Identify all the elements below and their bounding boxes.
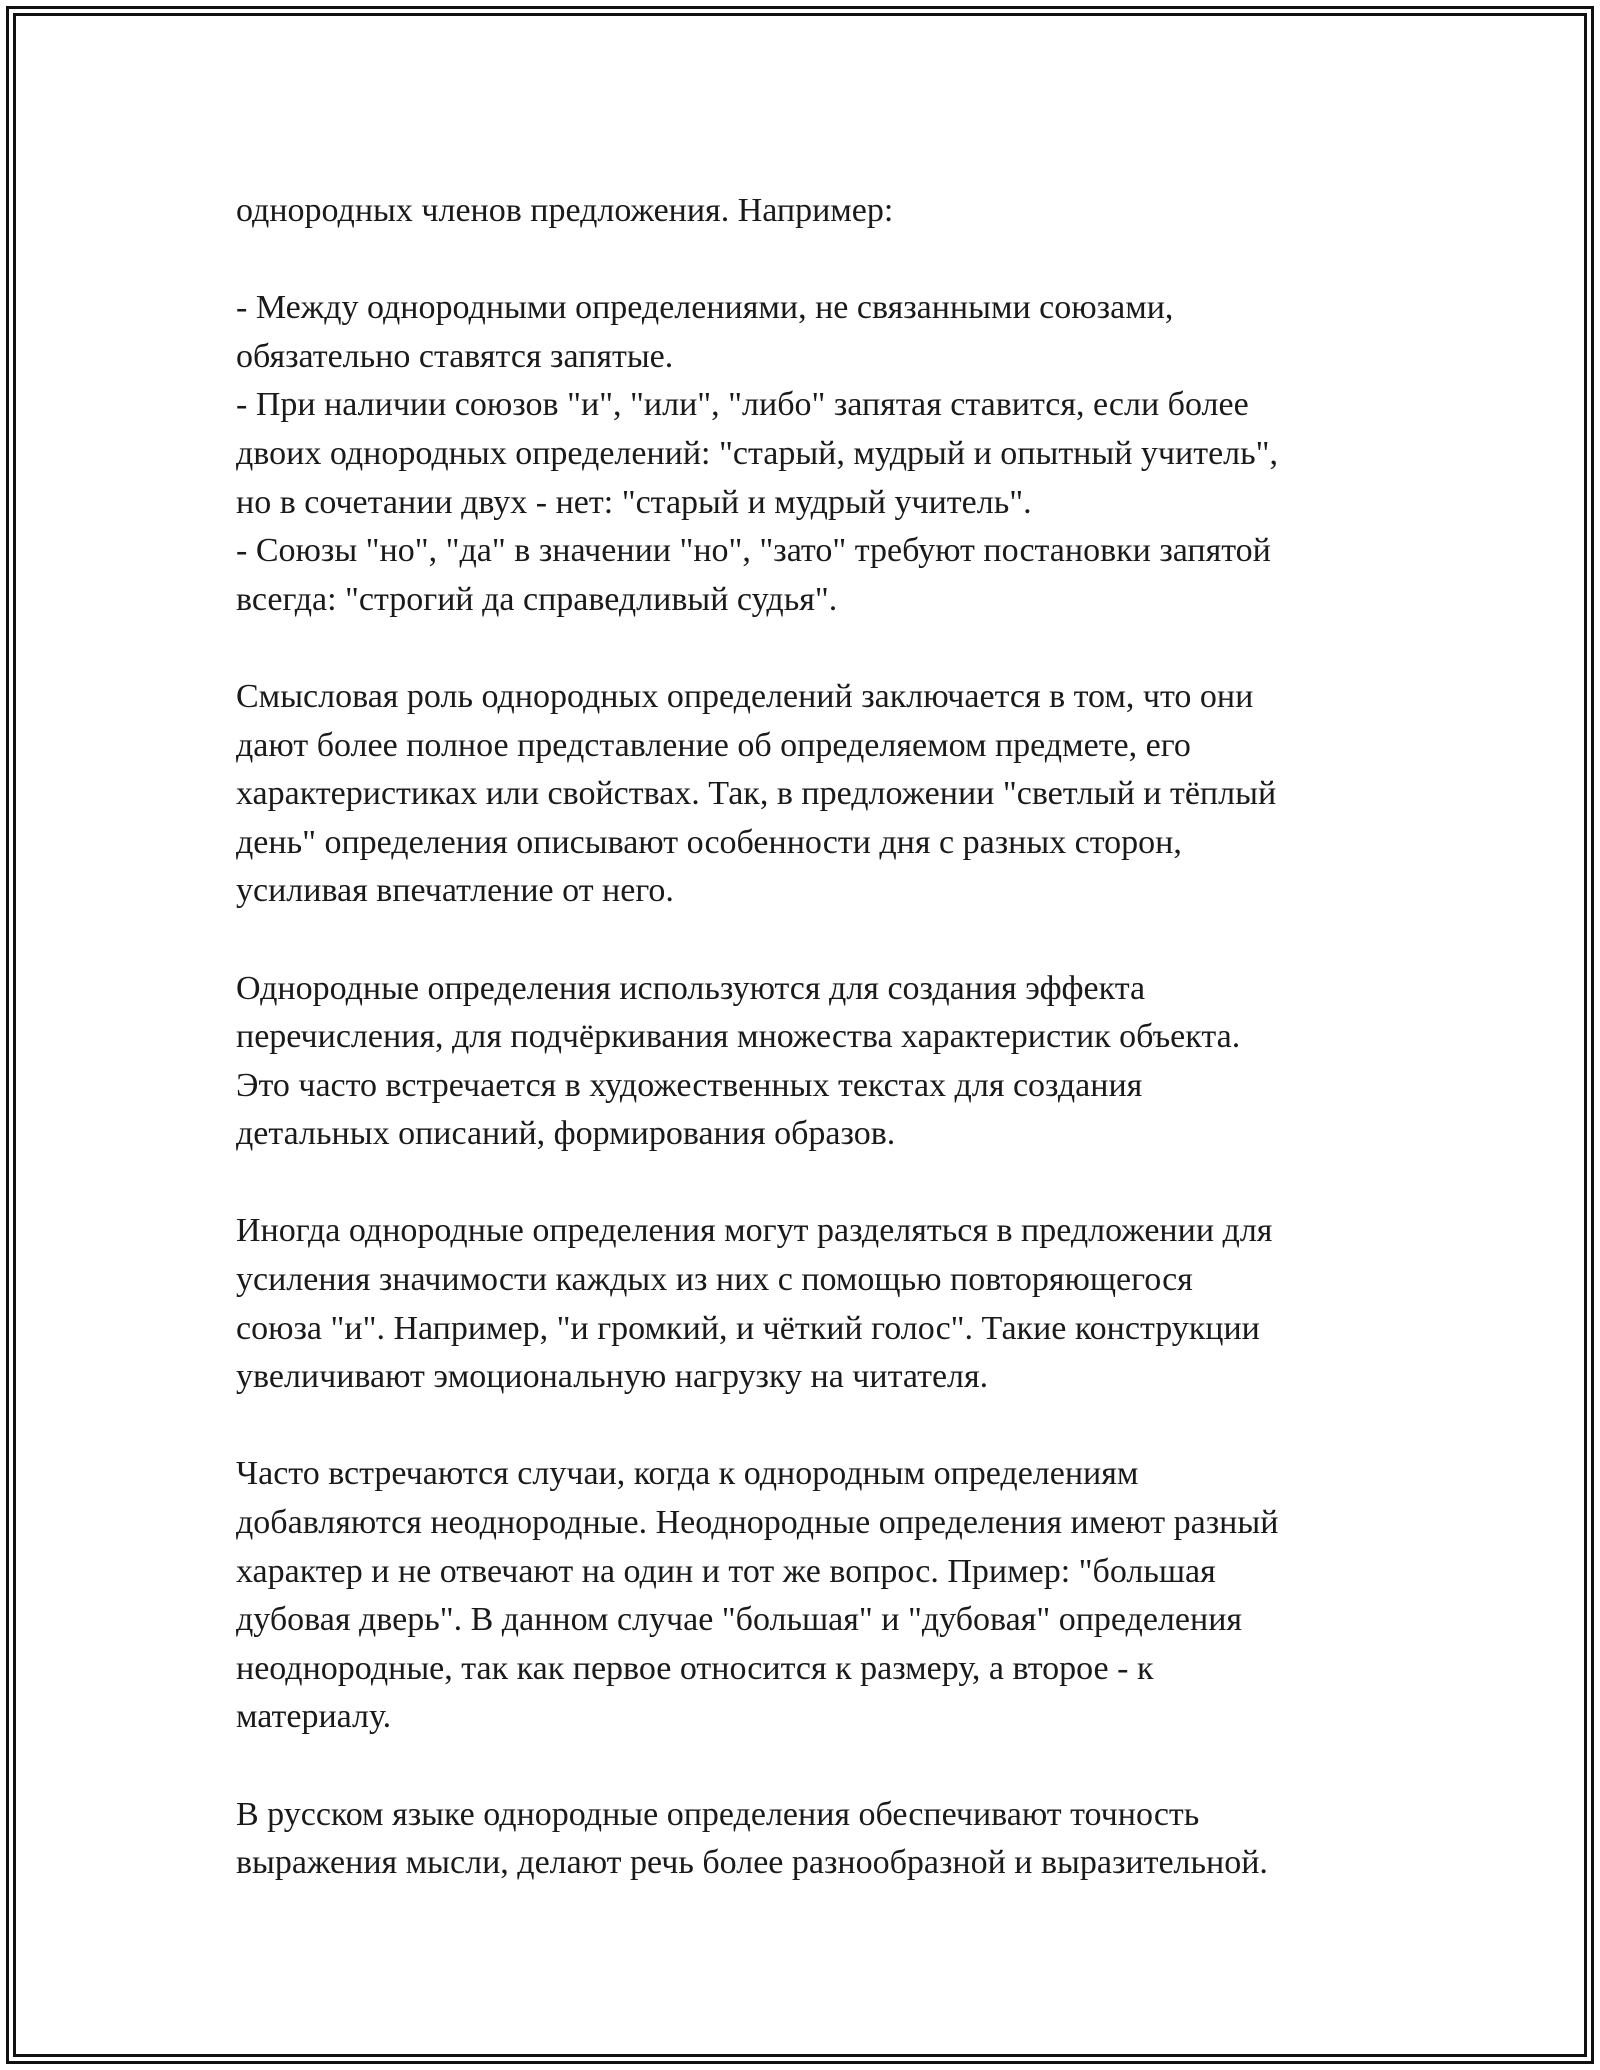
text-line: союза "и". Например, "и громкий, и чёткий голос". Такие конструкции	[236, 1309, 1260, 1347]
text-line: день" определения описывают особенности дня с разных сторон,	[236, 823, 1182, 861]
text-line: характер и не отвечают на один и тот же вопрос. Пример: "большая	[236, 1552, 1216, 1590]
text-line: Иногда однородные определения могут разделяться в предложении для	[236, 1212, 1273, 1250]
text-line: всегда: "строгий да справедливый судья".	[236, 580, 838, 618]
paragraph	[236, 187, 1386, 236]
text-line: двоих однородных определений: "старый, мудрый и опытный учитель",	[236, 434, 1279, 472]
text-line: Часто встречаются случаи, когда к однородным определениям	[236, 1455, 1139, 1493]
text-line: Смысловая роль однородных определений заключается в том, что они	[236, 677, 1254, 715]
text-line: дубовая дверь". В данном случае "большая" и "дубовая" определения	[236, 1601, 1243, 1639]
text-line: - Союзы "но", "да" в значении "но", "зато" требуют постановки запятой	[236, 532, 1271, 570]
paragraph	[236, 1207, 1386, 1401]
text-line: усиливая впечатление от него.	[236, 872, 674, 910]
text-line: перечисления, для подчёркивания множества характеристик объекта.	[236, 1018, 1241, 1056]
text-line: Однородные определения используются для создания эффекта	[236, 969, 1146, 1007]
text-line: усиления значимости каждых из них с помощью повторяющегося	[236, 1261, 1193, 1299]
text-line: детальных описаний, формирования образов.	[236, 1115, 896, 1153]
text-line: - При наличии союзов "и", "или", "либо" запятая ставится, если более	[236, 386, 1249, 424]
paragraph	[236, 284, 1386, 624]
text-line: дают более полное представление об определяемом предмете, его	[236, 726, 1191, 764]
text-line: но в сочетании двух - нет: "старый и мудрый учитель".	[236, 483, 1032, 521]
text-line: неоднородные, так как первое относится к размеру, а второе - к	[236, 1649, 1154, 1687]
text-line: Это часто встречается в художественных текстах для создания	[236, 1066, 1143, 1104]
paragraph	[236, 1450, 1386, 1742]
text-line: обязательно ставятся запятые.	[236, 337, 674, 375]
text-line: - Между однородными определениями, не связанными союзами,	[236, 289, 1174, 327]
paragraph	[236, 673, 1386, 916]
paragraph	[236, 1791, 1386, 1888]
text-line: увеличивают эмоциональную нагрузку на читателя.	[236, 1358, 989, 1396]
document-body	[236, 187, 1386, 1888]
text-line: выражения мысли, делают речь более разнообразной и выразительной.	[236, 1844, 1268, 1882]
text-line: однородных членов предложения. Например:	[236, 192, 894, 229]
text-line: характеристиках или свойствах. Так, в предложении "светлый и тёплый	[236, 775, 1277, 813]
text-line: добавляются неоднородные. Неоднородные определения имеют разный	[236, 1504, 1279, 1542]
text-line: В русском языке однородные определения обеспечивают точность	[236, 1795, 1200, 1833]
text-line: материалу.	[236, 1698, 392, 1736]
paragraph	[236, 965, 1386, 1159]
